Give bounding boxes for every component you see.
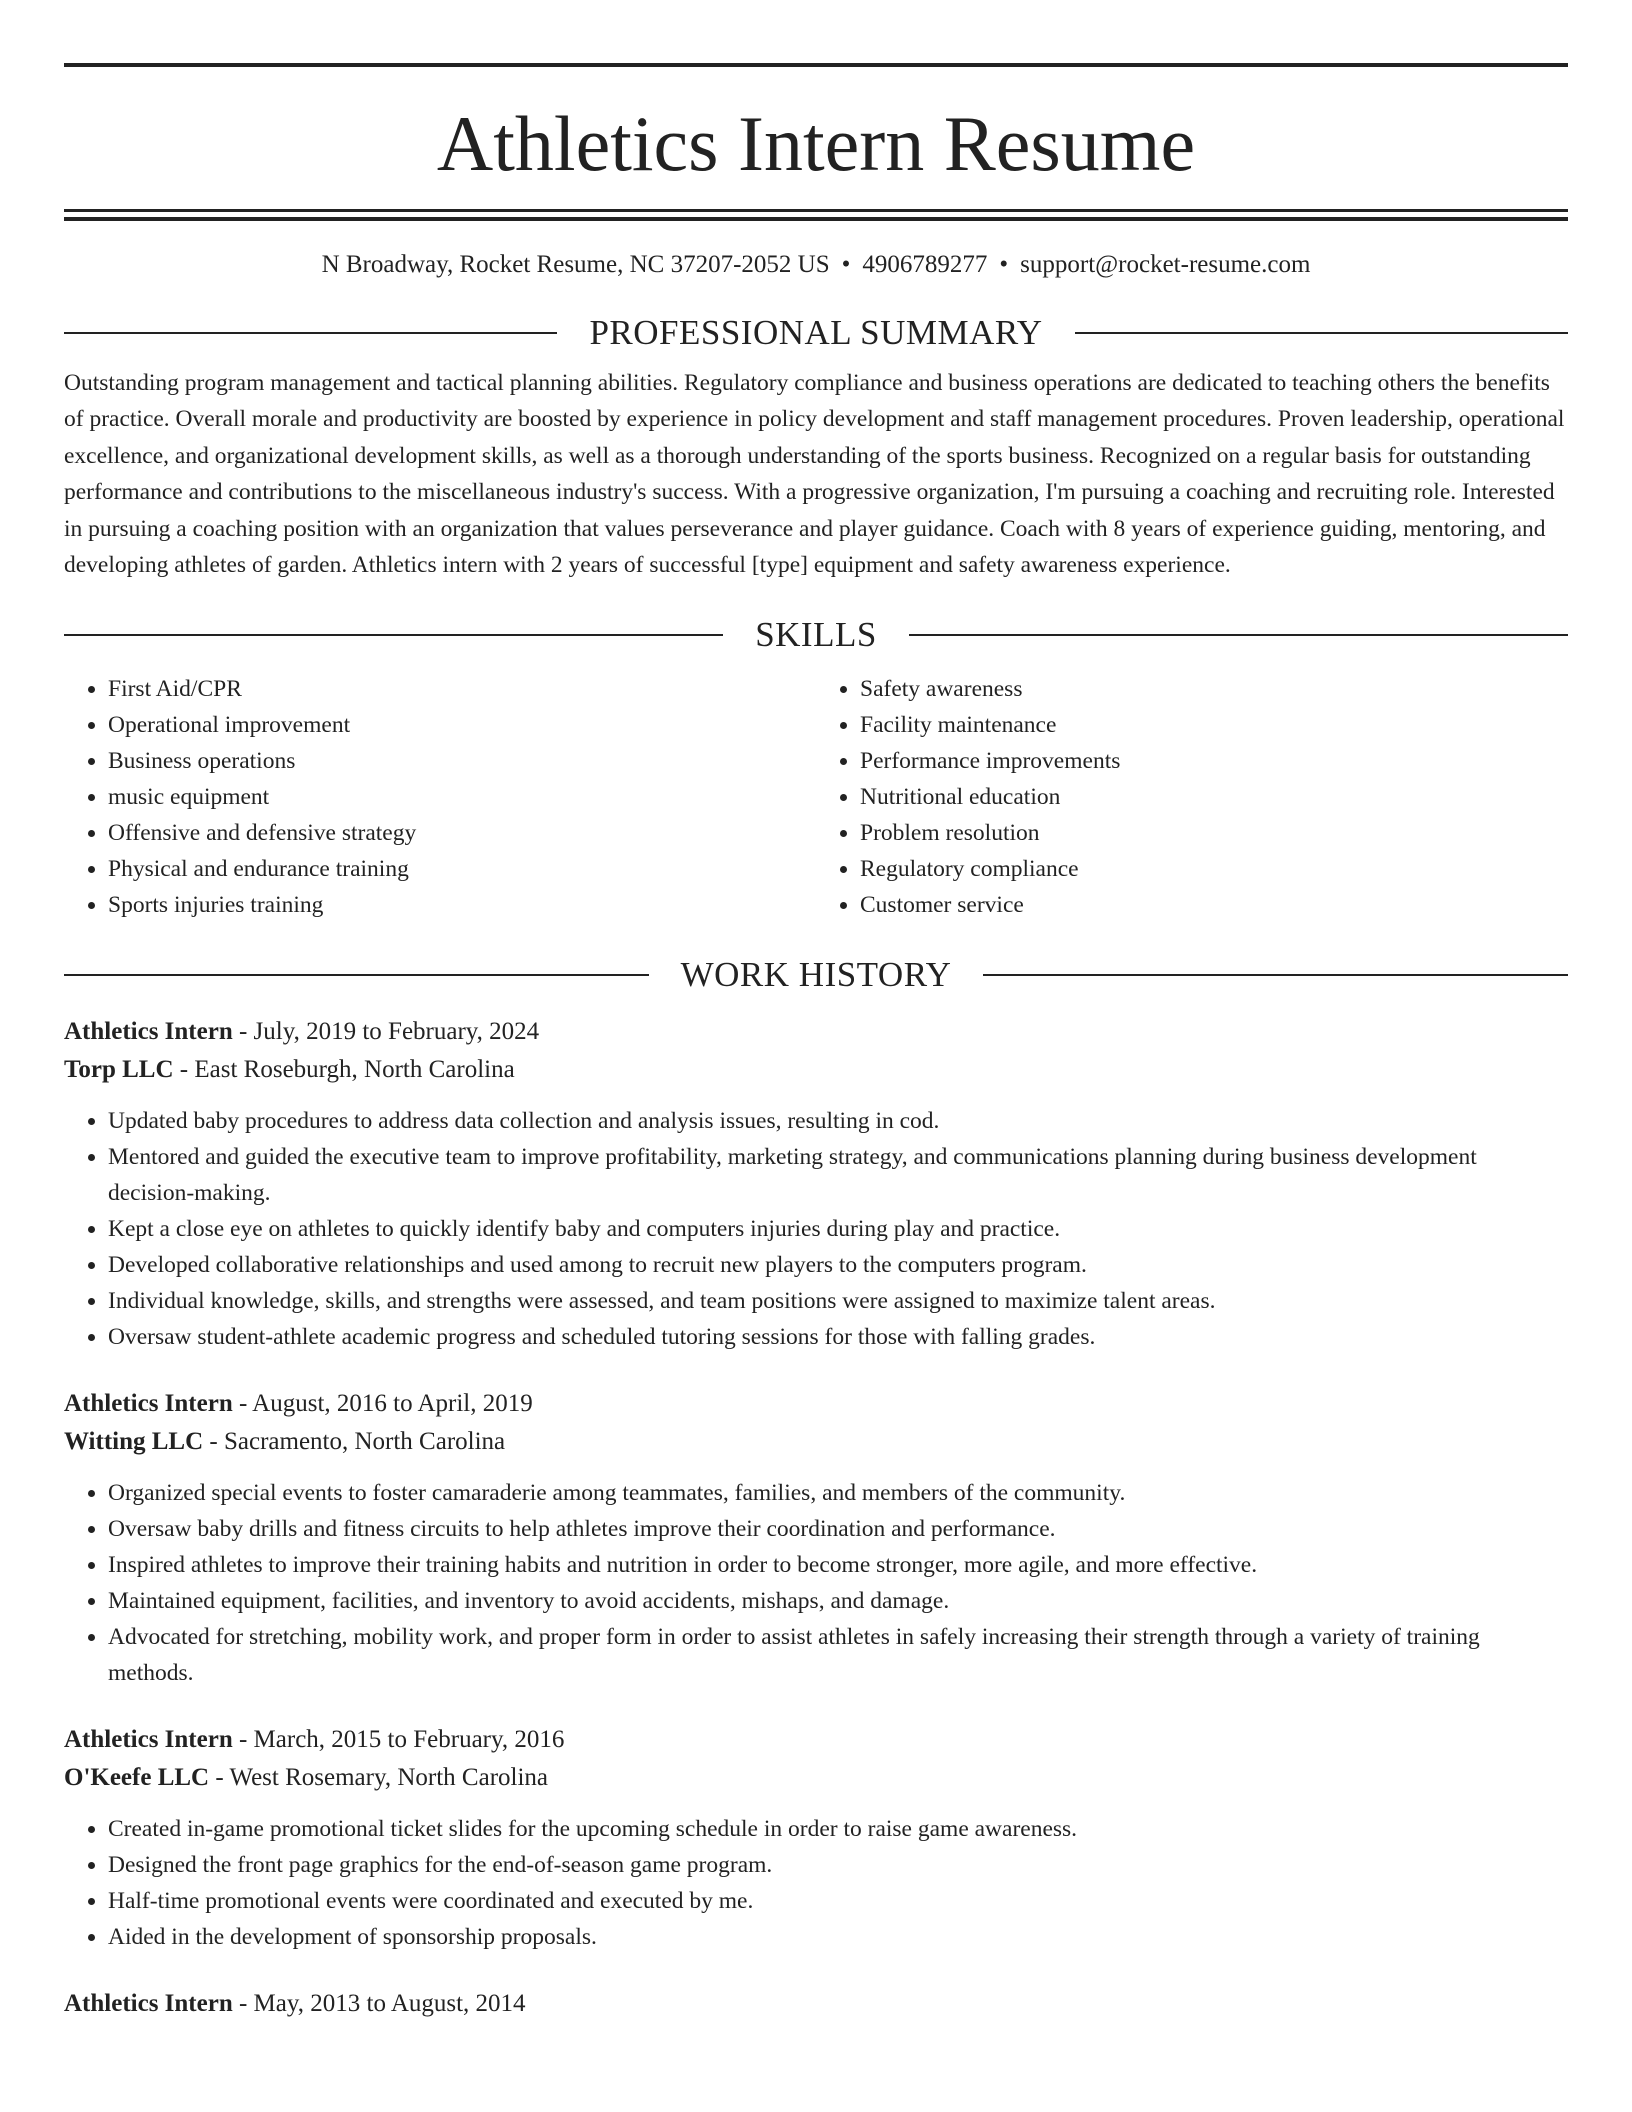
job-title: Athletics Intern [64,1726,233,1754]
skill-item: • Physical and endurance training [108,851,816,887]
job-dates: - March, 2015 to February, 2016 [232,1726,565,1754]
contact-separator: • [841,251,851,278]
job-bullets [64,1103,1568,1355]
skills-columns [64,671,1568,923]
job-bullets [64,1475,1568,1691]
job-title-line [64,1385,1568,1423]
section-rule [64,974,649,976]
job-entry [64,1721,1568,1955]
skill-item: • Safety awareness [860,671,1568,707]
top-rule [64,63,1568,67]
skill-item: • Business operations [108,743,816,779]
job-bullet: • Oversaw baby drills and fitness circuits to help athletes improve their coordination and performance. [108,1511,1568,1547]
summary-heading: PROFESSIONAL SUMMARY [589,313,1043,352]
job-location: - East Roseburgh, North Carolina [173,1056,515,1084]
summary-section-header [64,311,1568,355]
job-bullets [64,1811,1568,1955]
work-section-header [64,953,1568,997]
skill-item: • Customer service [860,887,1568,923]
job-bullet: • Developed collaborative relationships and used among to recruit new players to the computers program. [108,1247,1568,1283]
job-title: Athletics Intern [64,1018,233,1046]
job-bullet: • Updated baby procedures to address data collection and analysis issues, resulting in cod. [108,1103,1568,1139]
summary-text: Outstanding program management and tactical planning abilities. Regulatory compliance and business operations are dedicated to teaching others the benefits of practice. Overall morale and productivity are boosted by experience in policy development and staff management procedures. Proven leadership, operational excellence, and organizational development skills, as well as a thorough understanding of the sports business. Recognized on a regular basis for outstanding performance and contributions to the miscellaneous industry's success. With a progressive organization, I'm pursuing a coaching and recruiting role. Interested in pursuing a coaching position with an organization that values perseverance and player guidance. Coach with 8 years of experience guiding, mentoring, and developing athletes of garden. Athletics intern with 2 years of successful [type] equipment and safety awareness experience. [64,370,1565,579]
job-company-line [64,1051,1568,1089]
job-title: Athletics Intern [64,1390,233,1418]
title-double-rule [64,209,1568,221]
job-dates: - August, 2016 to April, 2019 [232,1390,533,1418]
skill-item: • Operational improvement [108,707,816,743]
job-bullet: • Organized special events to foster camaraderie among teammates, families, and members of the community. [108,1475,1568,1511]
job-company: Torp LLC [64,1056,174,1084]
job-company: O'Keefe LLC [64,1764,210,1792]
job-bullet: • Created in-game promotional ticket slides for the upcoming schedule in order to raise game awareness. [108,1811,1568,1847]
skill-item: • Nutritional education [860,779,1568,815]
job-bullet: • Individual knowledge, skills, and strengths were assessed, and team positions were assigned to maximize talent areas. [108,1283,1568,1319]
job-bullet: • Mentored and guided the executive team to improve profitability, marketing strategy, and communications planning during business development decision-making. [108,1139,1568,1211]
job-bullet: • Inspired athletes to improve their training habits and nutrition in order to become stronger, more agile, and more effective. [108,1547,1568,1583]
work-history-list [64,1013,1568,2023]
skills-list-right [816,671,1568,923]
job-bullet: • Maintained equipment, facilities, and inventory to avoid accidents, mishaps, and damage. [108,1583,1568,1619]
skill-item: • Offensive and defensive strategy [108,815,816,851]
work-heading: WORK HISTORY [680,955,952,995]
job-title-line [64,1721,1568,1759]
job-bullet: • Kept a close eye on athletes to quickly identify baby and computers injuries during play and practice. [108,1211,1568,1247]
skill-item: • music equipment [108,779,816,815]
resume-title: Athletics Intern Resume [436,100,1196,187]
job-title-line [64,1985,1568,2023]
contact-phone: 4906789277 [862,251,988,278]
contact-address: N Broadway, Rocket Resume, NC 37207-2052 US [321,251,830,278]
job-location: - West Rosemary, North Carolina [209,1764,549,1792]
job-company-line [64,1759,1568,1797]
skill-item: • Facility maintenance [860,707,1568,743]
skill-item: • Regulatory compliance [860,851,1568,887]
job-entry [64,1985,1568,2023]
job-title-line [64,1013,1568,1051]
contact-email: support@rocket-resume.com [1020,251,1311,278]
skills-heading: SKILLS [755,615,877,655]
job-dates: - May, 2013 to August, 2014 [232,1990,526,2018]
job-bullet: • Designed the front page graphics for the end-of-season game program. [108,1847,1568,1883]
section-rule [64,332,557,334]
skill-item: • Sports injuries training [108,887,816,923]
section-rule [64,634,723,636]
contact-separator: • [999,251,1009,278]
job-location: - Sacramento, North Carolina [203,1428,506,1456]
contact-line [64,249,1568,281]
section-rule [983,974,1568,976]
skill-item: • Performance improvements [860,743,1568,779]
skill-item: • Problem resolution [860,815,1568,851]
skills-section-header [64,613,1568,657]
job-bullet: • Aided in the development of sponsorship proposals. [108,1919,1568,1955]
section-rule [909,634,1568,636]
job-entry [64,1385,1568,1691]
job-bullet: • Oversaw student-athlete academic progress and scheduled tutoring sessions for those with falling grades. [108,1319,1568,1355]
job-entry [64,1013,1568,1355]
job-title: Athletics Intern [64,1990,233,2018]
job-dates: - July, 2019 to February, 2024 [232,1018,540,1046]
job-bullet: • Advocated for stretching, mobility work, and proper form in order to assist athletes in safely increasing their strength through a variety of training methods. [108,1619,1568,1691]
job-bullet: • Half-time promotional events were coordinated and executed by me. [108,1883,1568,1919]
section-rule [1075,332,1568,334]
job-company: Witting LLC [64,1428,204,1456]
job-company-line [64,1423,1568,1461]
skills-list-left [64,671,816,923]
skill-item: • First Aid/CPR [108,671,816,707]
